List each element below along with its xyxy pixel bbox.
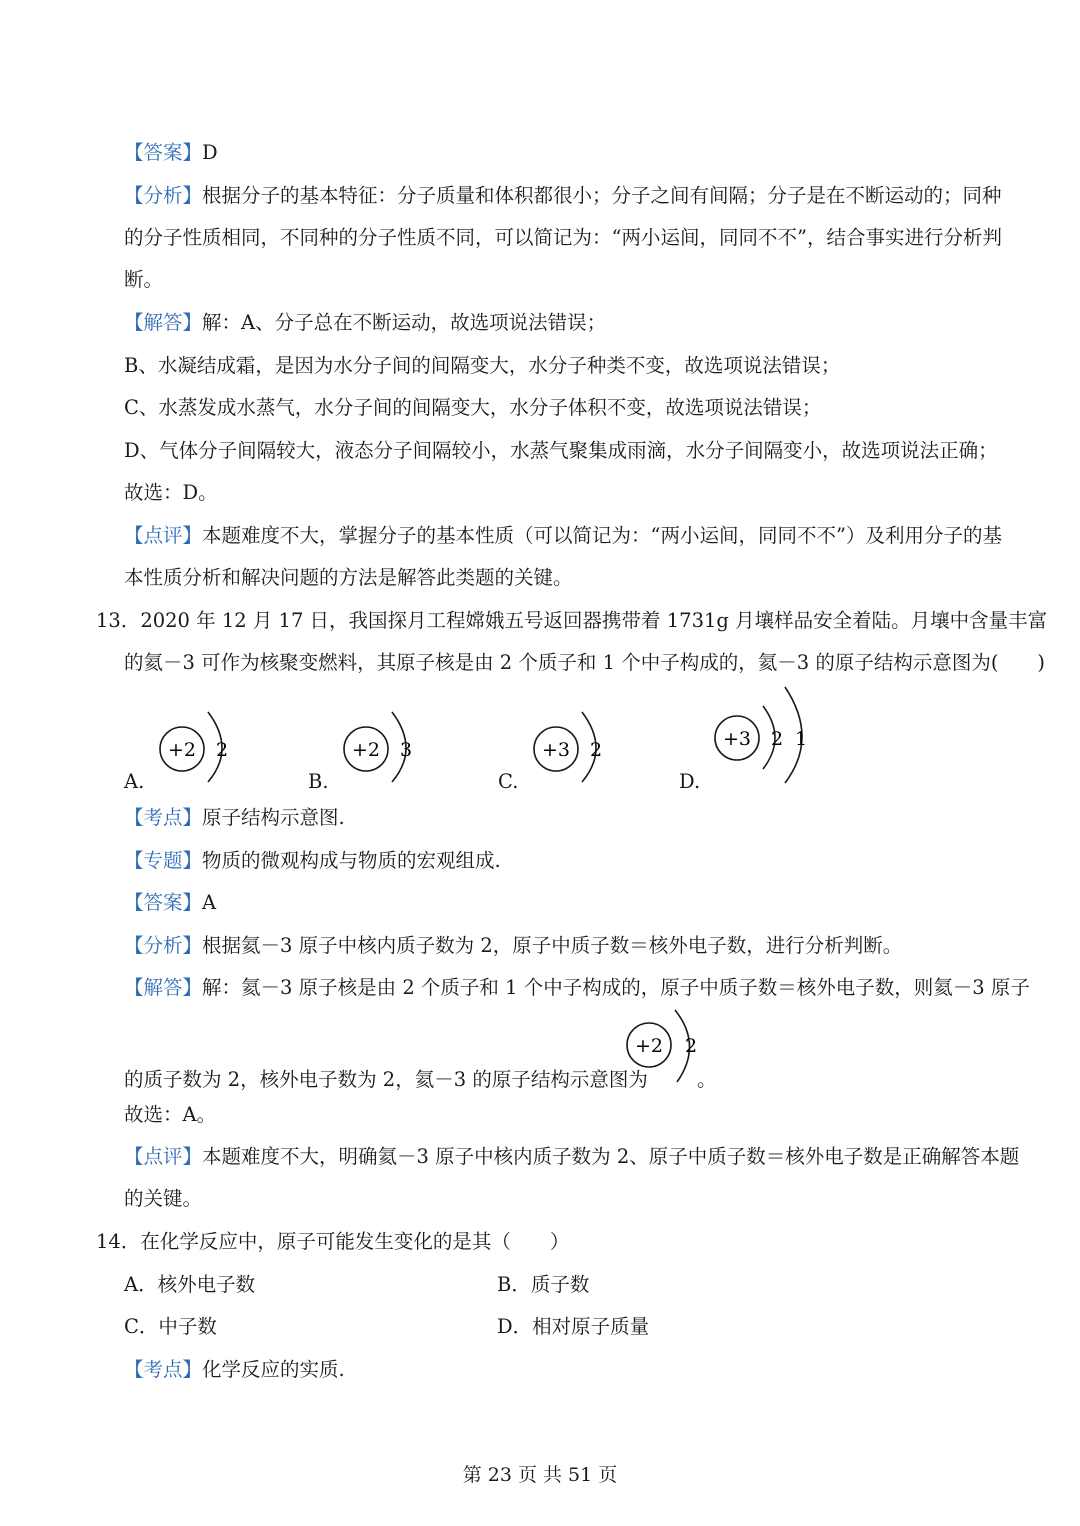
q13-option-b-diagram [342,722,422,786]
prev-answer: D [202,141,218,164]
q13-solution-line-3: 故选：A。 [124,1103,217,1126]
q14-stem: 14．在化学反应中，原子可能发生变化的是其（ ） [96,1230,570,1253]
prev-solution-line-5: 故选：D。 [124,481,218,504]
prev-solution-line-2: B、水凝结成霜，是因为水分子间的间隔变大，水分子种类不变，故选项说法错误； [124,354,841,377]
q13-comment-line-1: 【点评】本题难度不大，明确氦－3 原子中核内质子数为 2、原子中质子数＝核外电子数是正确解答本题 [124,1145,1020,1168]
prev-solution-line-4: D、气体分子间隔较大，液态分子间隔较小，水蒸气聚集成雨滴，水分子间隔变小，故选项说法正确； [124,439,998,462]
prev-solution-line-3: C、水蒸发成水蒸气，水分子间的间隔变大，水分子体积不变，故选项说法错误； [124,396,822,419]
q13-option-c-diagram [532,722,612,786]
nucleus-charge: +2 [634,1035,664,1057]
prev-analysis-line-1: 【分析】根据分子的基本特征：分子质量和体积都很小；分子之间有间隔；分子是在不断运动的；同种 [124,184,1002,207]
answer-tag: 【答案】 [124,141,203,164]
prev-comment-line-2: 本性质分析和解决问题的方法是解答此类题的关键。 [124,566,573,589]
q13-answer-line: 【答案】A [124,891,217,914]
shell-electrons: 2 [684,1035,698,1057]
page-footer: 第 23 页 共 51 页 [462,1464,618,1486]
q13-option-d-label: D. [679,770,701,793]
kaodian-tag: 【考点】 [124,806,203,829]
q13-stem-line-2: 的氦－3 可作为核聚变燃料，其原子核是由 2 个质子和 1 个中子构成的，氦－3 的原子结构示意图为( ) [124,651,1046,674]
answer-tag: 【答案】 [124,891,203,914]
comment-tag: 【点评】 [124,524,203,547]
prev-comment-line-1: 【点评】本题难度不大，掌握分子的基本性质（可以简记为：“两小运间，同同不不”）及利用分子的基 [124,524,1002,547]
zhuanti-tag: 【专题】 [124,849,203,872]
solution-tag: 【解答】 [124,976,203,999]
q13-option-b-label: B. [308,770,329,793]
q13-option-a-label: A. [124,770,145,793]
solution-tag: 【解答】 [124,311,203,334]
q13-option-c-label: C. [498,770,519,793]
q13-solution-line-2: 的质子数为 2，核外电子数为 2，氦－3 的原子结构示意图为 [124,1068,648,1091]
nucleus-charge: +3 [722,728,752,750]
nucleus-charge: +2 [167,739,197,761]
q14-option-d: D．相对原子质量 [497,1315,650,1338]
q13-solution-period: 。 [697,1068,717,1091]
q14-kaodian-line: 【考点】化学反应的实质. [124,1358,345,1381]
q14-option-c: C．中子数 [124,1315,217,1338]
q13-zhuanti-line: 【专题】物质的微观构成与物质的宏观组成. [124,849,501,872]
prev-analysis-line-3: 断。 [124,268,164,291]
q13-option-d-diagram [713,711,823,775]
prev-answer-line [124,143,218,163]
kaodian-tag: 【考点】 [124,1358,203,1381]
q13-comment-line-2: 的关键。 [124,1187,203,1210]
shell-electrons: 2 [589,739,603,761]
nucleus-charge: +3 [541,739,571,761]
shell-electrons: 3 [399,739,413,761]
q13-solution-diagram [625,1020,705,1084]
prev-solution-line-1: 【解答】解：A、分子总在不断运动，故选项说法错误； [124,311,607,334]
nucleus-charge: +2 [351,739,381,761]
q13-analysis-line: 【分析】根据氦－3 原子中核内质子数为 2，原子中质子数＝核外电子数，进行分析判断。 [124,934,903,957]
analysis-tag: 【分析】 [124,934,203,957]
q13-solution-line-1: 【解答】解：氦－3 原子核是由 2 个质子和 1 个中子构成的，原子中质子数＝核外电子数，则氦－3 原子 [124,976,1030,999]
q13-kaodian-line: 【考点】原子结构示意图. [124,806,345,829]
q14-option-b: B．质子数 [497,1273,590,1296]
analysis-tag: 【分析】 [124,184,203,207]
shell-electrons: 2 [215,739,229,761]
q14-option-a: A．核外电子数 [124,1273,256,1296]
shell-electrons: 2 [770,728,784,750]
q13-stem-line-1: 13．2020 年 12 月 17 日，我国探月工程嫦娥五号返回器携带着 1731g 月壤样品安全着陆。月壤中含量丰富 [96,609,1048,632]
prev-analysis-line-2: 的分子性质相同，不同种的分子性质不同，可以简记为：“两小运间，同同不不”，结合事实进行分析判 [124,226,1002,249]
q13-option-a-diagram [158,722,238,786]
shell-electrons: 1 [794,728,808,750]
comment-tag: 【点评】 [124,1145,203,1168]
